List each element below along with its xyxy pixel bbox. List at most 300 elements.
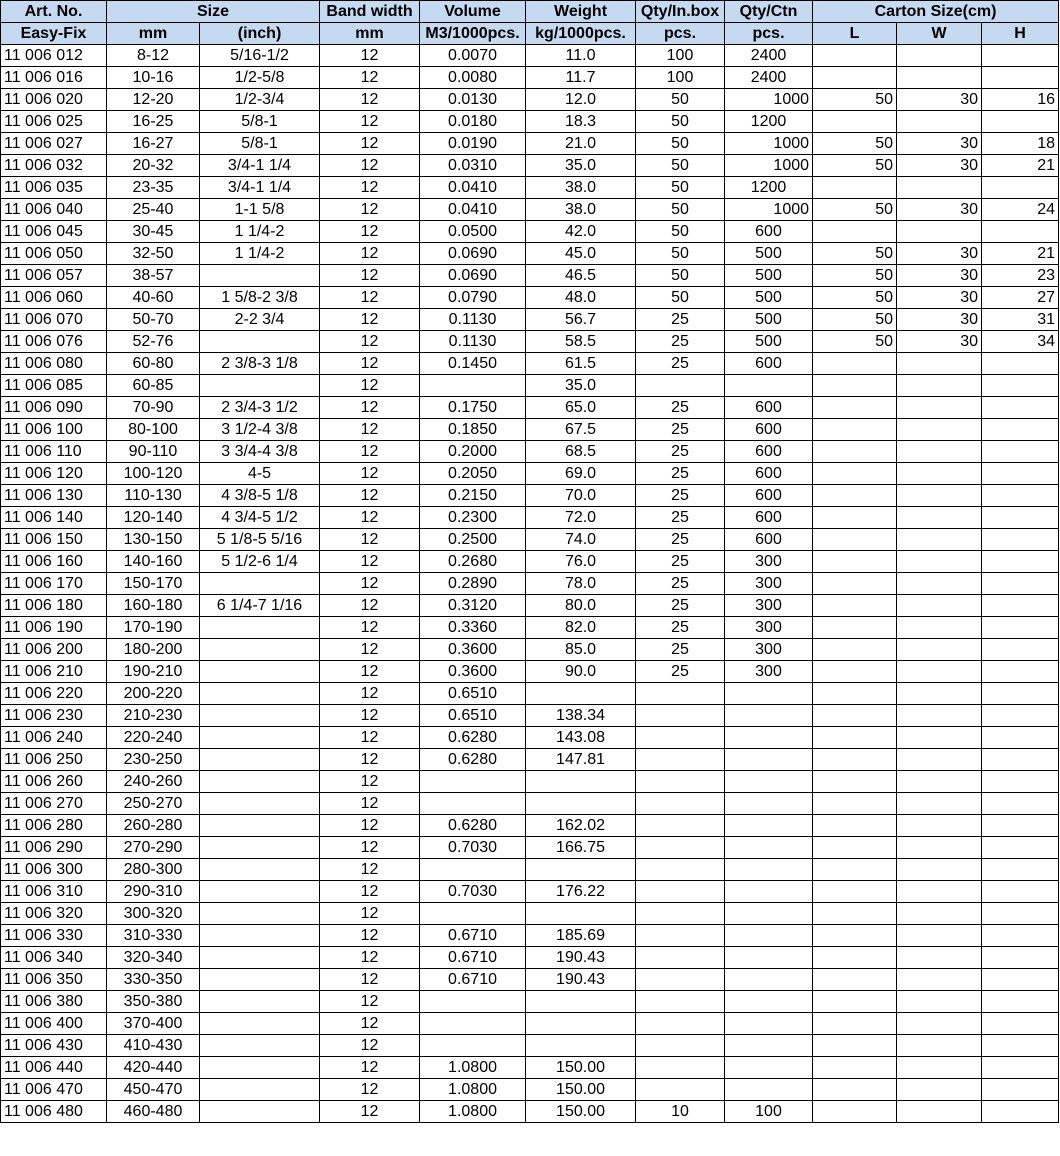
cell-volume: 0.1750 xyxy=(420,397,526,419)
cell-band-width: 12 xyxy=(320,67,420,89)
table-row xyxy=(1,89,1059,111)
cell-size-inch xyxy=(200,727,320,749)
cell-carton-height xyxy=(982,573,1059,595)
cell-carton-width: 30 xyxy=(897,243,982,265)
cell-size-inch xyxy=(200,1035,320,1057)
cell-carton-width xyxy=(897,683,982,705)
cell-qty-carton: 300 xyxy=(725,595,813,617)
cell-art-no: 11 006 330 xyxy=(1,925,107,947)
cell-carton-width xyxy=(897,661,982,683)
cell-band-width: 12 xyxy=(320,859,420,881)
cell-carton-width xyxy=(897,617,982,639)
cell-size-inch xyxy=(200,771,320,793)
table-row xyxy=(1,331,1059,353)
table-row xyxy=(1,925,1059,947)
cell-carton-height xyxy=(982,991,1059,1013)
cell-qty-carton: 600 xyxy=(725,419,813,441)
cell-size-inch xyxy=(200,617,320,639)
cell-qty-inner-box xyxy=(636,815,725,837)
cell-qty-carton: 600 xyxy=(725,463,813,485)
cell-qty-inner-box: 25 xyxy=(636,463,725,485)
cell-qty-carton xyxy=(725,1013,813,1035)
cell-volume: 0.0180 xyxy=(420,111,526,133)
cell-art-no: 11 006 016 xyxy=(1,67,107,89)
cell-carton-height xyxy=(982,727,1059,749)
cell-carton-width xyxy=(897,375,982,397)
cell-carton-height xyxy=(982,969,1059,991)
table-row xyxy=(1,815,1059,837)
cell-carton-height xyxy=(982,947,1059,969)
cell-weight: 46.5 xyxy=(526,265,636,287)
cell-volume xyxy=(420,771,526,793)
cell-weight xyxy=(526,991,636,1013)
cell-qty-carton: 2400 xyxy=(725,45,813,67)
cell-size-mm: 120-140 xyxy=(107,507,200,529)
table-row xyxy=(1,397,1059,419)
cell-carton-width xyxy=(897,969,982,991)
subheader-volume-unit: M3/1000pcs. xyxy=(420,23,526,45)
cell-qty-carton: 600 xyxy=(725,441,813,463)
cell-qty-carton: 300 xyxy=(725,661,813,683)
table-row xyxy=(1,661,1059,683)
cell-carton-width: 30 xyxy=(897,155,982,177)
cell-size-inch xyxy=(200,639,320,661)
cell-size-inch: 4 3/8-5 1/8 xyxy=(200,485,320,507)
cell-qty-inner-box: 25 xyxy=(636,331,725,353)
cell-size-mm: 460-480 xyxy=(107,1101,200,1123)
cell-art-no: 11 006 020 xyxy=(1,89,107,111)
cell-size-mm: 280-300 xyxy=(107,859,200,881)
cell-carton-height: 27 xyxy=(982,287,1059,309)
cell-qty-inner-box xyxy=(636,771,725,793)
cell-qty-inner-box: 25 xyxy=(636,661,725,683)
table-row xyxy=(1,353,1059,375)
cell-carton-height xyxy=(982,881,1059,903)
cell-art-no: 11 006 140 xyxy=(1,507,107,529)
cell-qty-inner-box: 50 xyxy=(636,155,725,177)
cell-size-mm: 320-340 xyxy=(107,947,200,969)
cell-size-inch xyxy=(200,991,320,1013)
cell-qty-inner-box: 25 xyxy=(636,639,725,661)
cell-volume: 0.0130 xyxy=(420,89,526,111)
cell-carton-length xyxy=(813,815,897,837)
cell-volume: 0.2050 xyxy=(420,463,526,485)
cell-carton-height xyxy=(982,45,1059,67)
header-qty-inner-box: Qty/In.box xyxy=(636,1,725,23)
cell-volume: 0.0410 xyxy=(420,199,526,221)
cell-volume: 1.0800 xyxy=(420,1101,526,1123)
cell-band-width: 12 xyxy=(320,1057,420,1079)
cell-size-inch xyxy=(200,375,320,397)
cell-carton-width xyxy=(897,529,982,551)
cell-size-inch xyxy=(200,903,320,925)
cell-carton-width xyxy=(897,837,982,859)
cell-band-width: 12 xyxy=(320,639,420,661)
cell-weight: 68.5 xyxy=(526,441,636,463)
cell-art-no: 11 006 045 xyxy=(1,221,107,243)
cell-volume xyxy=(420,903,526,925)
cell-qty-carton xyxy=(725,771,813,793)
cell-band-width: 12 xyxy=(320,485,420,507)
cell-carton-height xyxy=(982,661,1059,683)
cell-qty-inner-box xyxy=(636,1013,725,1035)
cell-size-mm: 16-25 xyxy=(107,111,200,133)
cell-size-mm: 410-430 xyxy=(107,1035,200,1057)
cell-volume xyxy=(420,793,526,815)
table-row xyxy=(1,881,1059,903)
cell-band-width: 12 xyxy=(320,881,420,903)
cell-size-mm: 23-35 xyxy=(107,177,200,199)
cell-size-mm: 38-57 xyxy=(107,265,200,287)
cell-art-no: 11 006 160 xyxy=(1,551,107,573)
cell-qty-inner-box: 25 xyxy=(636,309,725,331)
cell-carton-height: 18 xyxy=(982,133,1059,155)
cell-weight: 150.00 xyxy=(526,1101,636,1123)
cell-weight: 38.0 xyxy=(526,177,636,199)
cell-size-mm: 330-350 xyxy=(107,969,200,991)
cell-volume: 0.1450 xyxy=(420,353,526,375)
cell-qty-carton xyxy=(725,683,813,705)
cell-volume: 0.6280 xyxy=(420,727,526,749)
cell-size-inch xyxy=(200,1079,320,1101)
cell-band-width: 12 xyxy=(320,1101,420,1123)
cell-qty-carton xyxy=(725,793,813,815)
cell-art-no: 11 006 085 xyxy=(1,375,107,397)
cell-qty-inner-box: 25 xyxy=(636,573,725,595)
cell-carton-width xyxy=(897,1035,982,1057)
cell-qty-carton xyxy=(725,727,813,749)
cell-weight: 12.0 xyxy=(526,89,636,111)
table-row xyxy=(1,639,1059,661)
cell-band-width: 12 xyxy=(320,507,420,529)
cell-size-mm: 110-130 xyxy=(107,485,200,507)
cell-qty-carton: 1000 xyxy=(725,155,813,177)
cell-weight: 190.43 xyxy=(526,947,636,969)
cell-volume: 0.2500 xyxy=(420,529,526,551)
cell-carton-height xyxy=(982,397,1059,419)
cell-band-width: 12 xyxy=(320,463,420,485)
cell-qty-carton xyxy=(725,881,813,903)
cell-qty-carton: 1200 xyxy=(725,177,813,199)
cell-size-mm: 260-280 xyxy=(107,815,200,837)
cell-art-no: 11 006 080 xyxy=(1,353,107,375)
cell-carton-length xyxy=(813,793,897,815)
cell-weight: 65.0 xyxy=(526,397,636,419)
cell-carton-height xyxy=(982,1101,1059,1123)
cell-carton-length xyxy=(813,573,897,595)
table-row xyxy=(1,793,1059,815)
cell-volume: 0.6280 xyxy=(420,815,526,837)
cell-size-mm: 80-100 xyxy=(107,419,200,441)
table-row xyxy=(1,441,1059,463)
cell-size-mm: 8-12 xyxy=(107,45,200,67)
cell-size-mm: 230-250 xyxy=(107,749,200,771)
cell-qty-carton: 500 xyxy=(725,265,813,287)
cell-volume: 0.1130 xyxy=(420,309,526,331)
cell-carton-height xyxy=(982,67,1059,89)
cell-qty-inner-box: 50 xyxy=(636,111,725,133)
cell-carton-length xyxy=(813,595,897,617)
cell-carton-height xyxy=(982,177,1059,199)
cell-band-width: 12 xyxy=(320,155,420,177)
cell-carton-width xyxy=(897,947,982,969)
cell-qty-inner-box xyxy=(636,1057,725,1079)
cell-size-mm: 52-76 xyxy=(107,331,200,353)
cell-qty-inner-box xyxy=(636,705,725,727)
cell-qty-inner-box: 25 xyxy=(636,353,725,375)
header-art-no: Art. No. xyxy=(1,1,107,23)
cell-volume: 0.0410 xyxy=(420,177,526,199)
cell-art-no: 11 006 440 xyxy=(1,1057,107,1079)
cell-weight: 11.0 xyxy=(526,45,636,67)
cell-qty-inner-box: 25 xyxy=(636,551,725,573)
cell-qty-inner-box: 50 xyxy=(636,221,725,243)
cell-carton-width xyxy=(897,881,982,903)
table-row xyxy=(1,595,1059,617)
cell-weight: 42.0 xyxy=(526,221,636,243)
cell-size-mm: 370-400 xyxy=(107,1013,200,1035)
cell-art-no: 11 006 380 xyxy=(1,991,107,1013)
cell-carton-height xyxy=(982,793,1059,815)
cell-qty-carton: 500 xyxy=(725,243,813,265)
header-row-1 xyxy=(1,1,1059,23)
cell-size-inch: 5/16-1/2 xyxy=(200,45,320,67)
table-row xyxy=(1,463,1059,485)
table-row xyxy=(1,771,1059,793)
cell-carton-width xyxy=(897,925,982,947)
cell-size-mm: 50-70 xyxy=(107,309,200,331)
cell-art-no: 11 006 027 xyxy=(1,133,107,155)
cell-carton-width: 30 xyxy=(897,89,982,111)
cell-art-no: 11 006 090 xyxy=(1,397,107,419)
cell-carton-length xyxy=(813,639,897,661)
cell-qty-inner-box xyxy=(636,375,725,397)
cell-weight: 78.0 xyxy=(526,573,636,595)
table-row xyxy=(1,1013,1059,1035)
cell-carton-height xyxy=(982,705,1059,727)
cell-carton-height xyxy=(982,683,1059,705)
cell-size-inch: 4 3/4-5 1/2 xyxy=(200,507,320,529)
cell-carton-width xyxy=(897,749,982,771)
table-body xyxy=(1,45,1059,1123)
table-row xyxy=(1,45,1059,67)
cell-qty-inner-box xyxy=(636,683,725,705)
cell-carton-length xyxy=(813,947,897,969)
cell-size-inch: 3 1/2-4 3/8 xyxy=(200,419,320,441)
cell-qty-carton: 300 xyxy=(725,551,813,573)
cell-qty-carton: 1000 xyxy=(725,89,813,111)
cell-size-inch xyxy=(200,969,320,991)
cell-art-no: 11 006 470 xyxy=(1,1079,107,1101)
cell-carton-height xyxy=(982,375,1059,397)
cell-carton-width: 30 xyxy=(897,309,982,331)
cell-qty-inner-box: 50 xyxy=(636,89,725,111)
cell-qty-inner-box xyxy=(636,903,725,925)
cell-carton-width xyxy=(897,1057,982,1079)
cell-size-inch xyxy=(200,1101,320,1123)
cell-size-inch: 5/8-1 xyxy=(200,111,320,133)
cell-weight: 166.75 xyxy=(526,837,636,859)
cell-carton-height xyxy=(982,529,1059,551)
cell-band-width: 12 xyxy=(320,903,420,925)
cell-carton-length xyxy=(813,353,897,375)
cell-qty-carton xyxy=(725,1057,813,1079)
cell-weight: 35.0 xyxy=(526,155,636,177)
cell-art-no: 11 006 310 xyxy=(1,881,107,903)
cell-carton-width xyxy=(897,1079,982,1101)
cell-art-no: 11 006 120 xyxy=(1,463,107,485)
cell-art-no: 11 006 012 xyxy=(1,45,107,67)
cell-carton-height xyxy=(982,925,1059,947)
cell-carton-height xyxy=(982,419,1059,441)
cell-size-mm: 310-330 xyxy=(107,925,200,947)
cell-carton-length xyxy=(813,705,897,727)
cell-volume: 0.0690 xyxy=(420,243,526,265)
cell-qty-inner-box: 50 xyxy=(636,199,725,221)
cell-volume: 0.2150 xyxy=(420,485,526,507)
cell-qty-inner-box: 50 xyxy=(636,243,725,265)
cell-size-inch: 2 3/8-3 1/8 xyxy=(200,353,320,375)
cell-band-width: 12 xyxy=(320,991,420,1013)
table-row xyxy=(1,1101,1059,1123)
cell-volume: 0.3600 xyxy=(420,661,526,683)
cell-volume: 0.0310 xyxy=(420,155,526,177)
cell-weight: 45.0 xyxy=(526,243,636,265)
cell-size-mm: 170-190 xyxy=(107,617,200,639)
cell-size-inch: 5 1/8-5 5/16 xyxy=(200,529,320,551)
cell-carton-length xyxy=(813,903,897,925)
table-row xyxy=(1,727,1059,749)
cell-size-inch xyxy=(200,1057,320,1079)
subheader-length: L xyxy=(813,23,897,45)
cell-carton-height: 21 xyxy=(982,155,1059,177)
cell-qty-inner-box: 100 xyxy=(636,67,725,89)
cell-carton-length xyxy=(813,925,897,947)
cell-band-width: 12 xyxy=(320,749,420,771)
cell-qty-inner-box xyxy=(636,793,725,815)
table-row xyxy=(1,485,1059,507)
cell-art-no: 11 006 130 xyxy=(1,485,107,507)
cell-band-width: 12 xyxy=(320,375,420,397)
cell-art-no: 11 006 320 xyxy=(1,903,107,925)
cell-volume: 0.6710 xyxy=(420,969,526,991)
subheader-easy-fix: Easy-Fix xyxy=(1,23,107,45)
cell-qty-inner-box: 25 xyxy=(636,507,725,529)
cell-volume xyxy=(420,859,526,881)
cell-size-inch: 1 1/4-2 xyxy=(200,221,320,243)
table-row xyxy=(1,969,1059,991)
cell-weight: 190.43 xyxy=(526,969,636,991)
cell-carton-length xyxy=(813,529,897,551)
cell-qty-carton xyxy=(725,969,813,991)
cell-volume xyxy=(420,991,526,1013)
cell-carton-height xyxy=(982,749,1059,771)
cell-qty-carton xyxy=(725,749,813,771)
table-row xyxy=(1,199,1059,221)
cell-band-width: 12 xyxy=(320,265,420,287)
cell-qty-carton: 600 xyxy=(725,485,813,507)
cell-art-no: 11 006 480 xyxy=(1,1101,107,1123)
cell-size-inch: 1/2-3/4 xyxy=(200,89,320,111)
cell-qty-carton xyxy=(725,991,813,1013)
cell-size-inch xyxy=(200,947,320,969)
cell-size-mm: 270-290 xyxy=(107,837,200,859)
cell-volume: 0.6280 xyxy=(420,749,526,771)
cell-qty-carton: 600 xyxy=(725,221,813,243)
cell-weight: 85.0 xyxy=(526,639,636,661)
cell-qty-inner-box: 25 xyxy=(636,595,725,617)
cell-carton-length xyxy=(813,1035,897,1057)
cell-carton-length xyxy=(813,1079,897,1101)
cell-carton-width xyxy=(897,111,982,133)
cell-size-inch xyxy=(200,705,320,727)
table-row xyxy=(1,903,1059,925)
cell-carton-length: 50 xyxy=(813,199,897,221)
cell-qty-carton xyxy=(725,837,813,859)
cell-weight: 150.00 xyxy=(526,1079,636,1101)
cell-band-width: 12 xyxy=(320,617,420,639)
cell-qty-carton: 1000 xyxy=(725,133,813,155)
cell-art-no: 11 006 110 xyxy=(1,441,107,463)
cell-size-inch xyxy=(200,573,320,595)
cell-qty-inner-box: 50 xyxy=(636,265,725,287)
cell-carton-length xyxy=(813,1013,897,1035)
cell-size-mm: 60-85 xyxy=(107,375,200,397)
cell-size-inch: 1 5/8-2 3/8 xyxy=(200,287,320,309)
cell-band-width: 12 xyxy=(320,837,420,859)
cell-carton-width xyxy=(897,67,982,89)
cell-size-inch xyxy=(200,661,320,683)
cell-carton-length xyxy=(813,859,897,881)
table-row xyxy=(1,551,1059,573)
cell-band-width: 12 xyxy=(320,199,420,221)
cell-weight xyxy=(526,859,636,881)
cell-size-inch: 5 1/2-6 1/4 xyxy=(200,551,320,573)
cell-carton-length xyxy=(813,221,897,243)
cell-carton-width: 30 xyxy=(897,331,982,353)
cell-volume: 0.2000 xyxy=(420,441,526,463)
cell-size-mm: 200-220 xyxy=(107,683,200,705)
cell-carton-height xyxy=(982,771,1059,793)
cell-carton-width xyxy=(897,463,982,485)
cell-band-width: 12 xyxy=(320,551,420,573)
cell-weight: 18.3 xyxy=(526,111,636,133)
header-row-2 xyxy=(1,23,1059,45)
cell-band-width: 12 xyxy=(320,397,420,419)
cell-size-mm: 70-90 xyxy=(107,397,200,419)
table-row xyxy=(1,1057,1059,1079)
cell-qty-carton: 300 xyxy=(725,639,813,661)
cell-carton-length: 50 xyxy=(813,133,897,155)
cell-carton-width xyxy=(897,45,982,67)
header-volume: Volume xyxy=(420,1,526,23)
cell-carton-width: 30 xyxy=(897,133,982,155)
cell-size-mm: 100-120 xyxy=(107,463,200,485)
cell-art-no: 11 006 200 xyxy=(1,639,107,661)
cell-art-no: 11 006 250 xyxy=(1,749,107,771)
cell-carton-height xyxy=(982,815,1059,837)
cell-size-mm: 250-270 xyxy=(107,793,200,815)
cell-qty-carton xyxy=(725,705,813,727)
cell-carton-length: 50 xyxy=(813,89,897,111)
cell-band-width: 12 xyxy=(320,89,420,111)
cell-band-width: 12 xyxy=(320,683,420,705)
cell-carton-length xyxy=(813,881,897,903)
cell-size-inch: 4-5 xyxy=(200,463,320,485)
cell-volume: 0.6510 xyxy=(420,683,526,705)
cell-volume: 0.2890 xyxy=(420,573,526,595)
cell-band-width: 12 xyxy=(320,529,420,551)
